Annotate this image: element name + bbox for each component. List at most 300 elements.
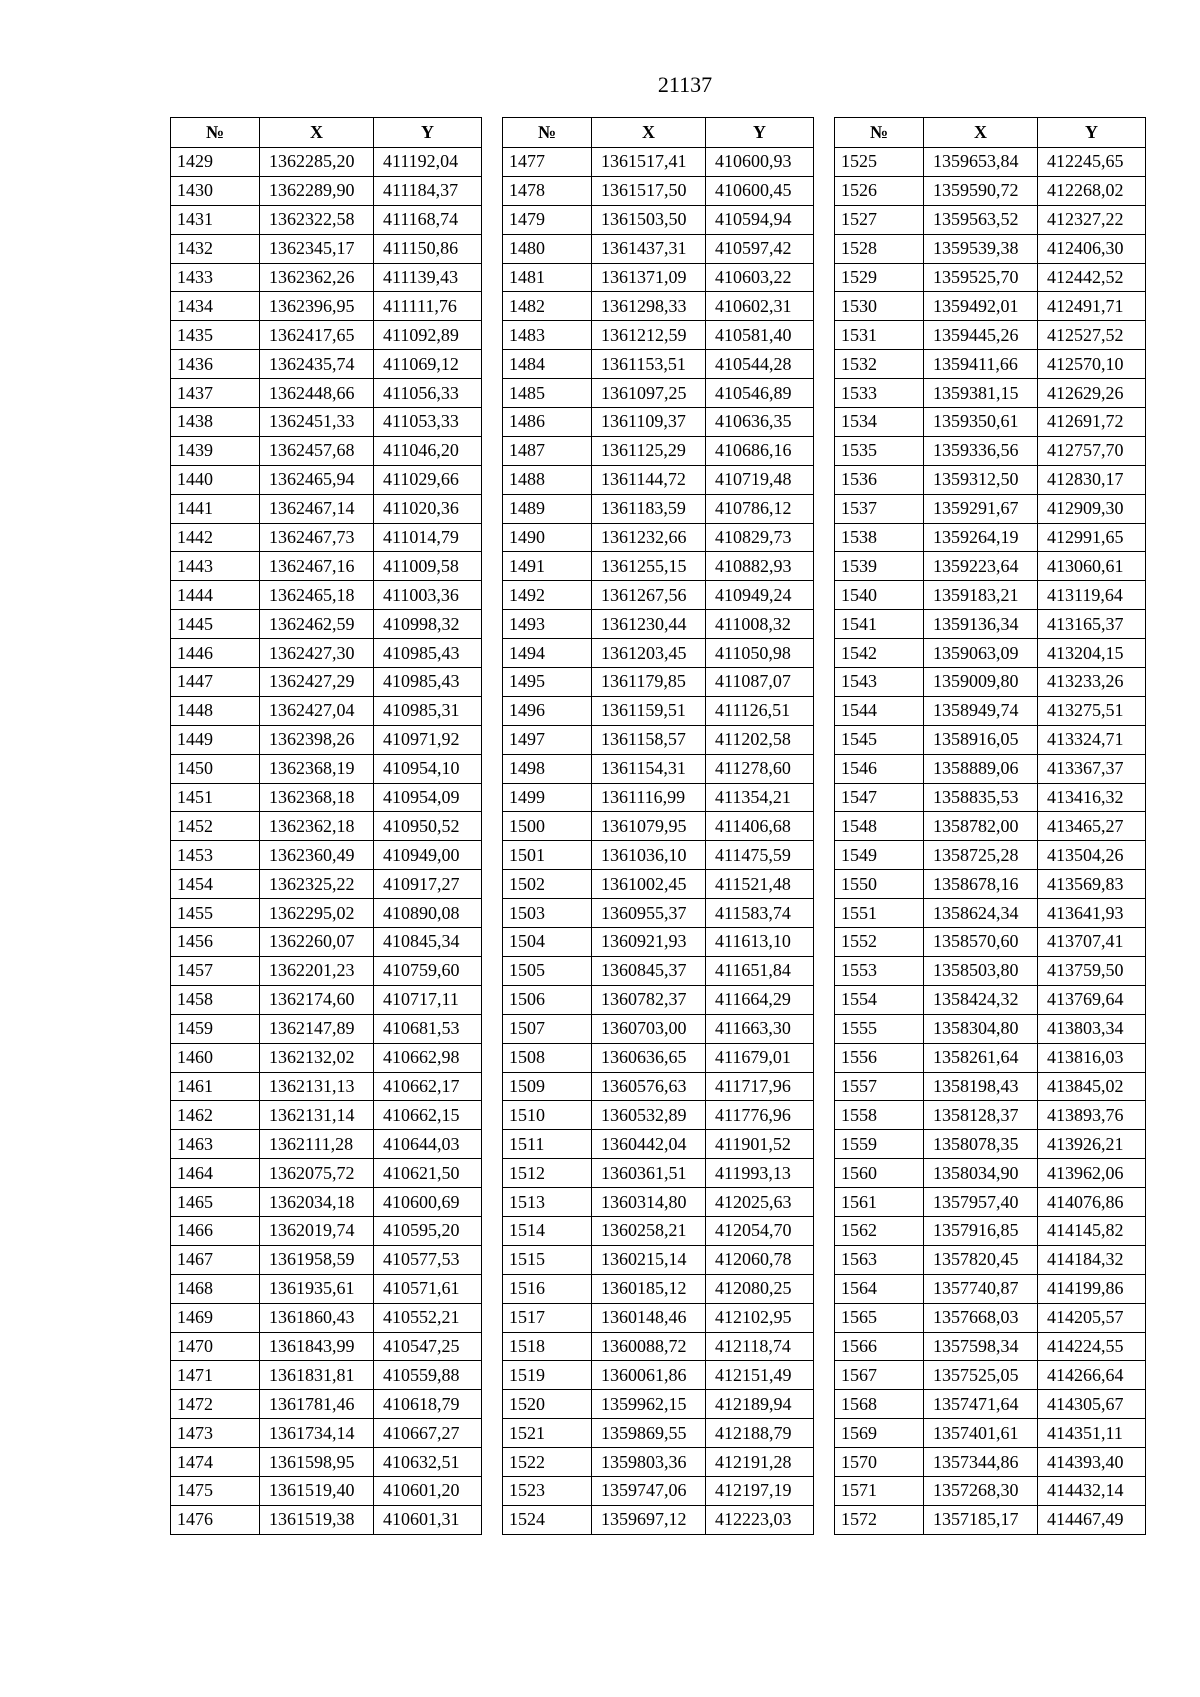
table-row: [835, 263, 1146, 292]
cell-number: 1501: [503, 841, 592, 870]
cell-x: 1362360,49: [260, 841, 374, 870]
table-row: [171, 1303, 482, 1332]
table-row: [835, 812, 1146, 841]
cell-number: 1459: [171, 1014, 260, 1043]
cell-x: 1359492,01: [924, 292, 1038, 321]
table-row: [835, 350, 1146, 379]
cell-y: 411168,74: [374, 205, 482, 234]
cell-x: 1361212,59: [592, 321, 706, 350]
cell-x: 1358128,37: [924, 1101, 1038, 1130]
cell-y: 414305,67: [1038, 1390, 1146, 1419]
cell-y: 410621,50: [374, 1159, 482, 1188]
cell-x: 1362362,18: [260, 812, 374, 841]
cell-number: 1539: [835, 552, 924, 581]
cell-x: 1361517,41: [592, 148, 706, 177]
cell-y: 413569,83: [1038, 870, 1146, 899]
cell-number: 1440: [171, 465, 260, 494]
cell-x: 1360636,65: [592, 1043, 706, 1072]
cell-x: 1361159,51: [592, 696, 706, 725]
cell-y: 410552,21: [374, 1303, 482, 1332]
cell-y: 412245,65: [1038, 148, 1146, 177]
cell-x: 1362462,59: [260, 610, 374, 639]
cell-y: 411056,33: [374, 379, 482, 408]
cell-y: 413465,27: [1038, 812, 1146, 841]
cell-y: 411020,36: [374, 494, 482, 523]
cell-number: 1476: [171, 1505, 260, 1534]
header-y: Y: [706, 118, 814, 148]
cell-number: 1536: [835, 465, 924, 494]
cell-number: 1549: [835, 841, 924, 870]
cell-x: 1362465,94: [260, 465, 374, 494]
table-row: [503, 1332, 814, 1361]
cell-x: 1361255,15: [592, 552, 706, 581]
cell-x: 1359563,52: [924, 205, 1038, 234]
table-row: [503, 465, 814, 494]
cell-number: 1449: [171, 725, 260, 754]
cell-y: 411901,52: [706, 1130, 814, 1159]
table-row: [503, 1476, 814, 1505]
cell-x: 1362368,18: [260, 783, 374, 812]
cell-x: 1360185,12: [592, 1274, 706, 1303]
cell-x: 1359350,61: [924, 408, 1038, 437]
table-row: [835, 1448, 1146, 1477]
cell-x: 1362427,29: [260, 668, 374, 697]
table-row: [835, 176, 1146, 205]
cell-y: 412060,78: [706, 1245, 814, 1274]
cell-x: 1359223,64: [924, 552, 1038, 581]
cell-x: 1360576,63: [592, 1072, 706, 1101]
cell-number: 1487: [503, 436, 592, 465]
cell-y: 414393,40: [1038, 1448, 1146, 1477]
cell-y: 410662,15: [374, 1101, 482, 1130]
table-row: [503, 754, 814, 783]
cell-number: 1474: [171, 1448, 260, 1477]
cell-y: 411126,51: [706, 696, 814, 725]
cell-y: 411111,76: [374, 292, 482, 321]
table-row: [171, 696, 482, 725]
cell-x: 1357668,03: [924, 1303, 1038, 1332]
cell-x: 1359653,84: [924, 148, 1038, 177]
cell-y: 413845,02: [1038, 1072, 1146, 1101]
cell-y: 412080,25: [706, 1274, 814, 1303]
cell-number: 1535: [835, 436, 924, 465]
table-row: [835, 928, 1146, 957]
cell-y: 410632,51: [374, 1448, 482, 1477]
table-row: [171, 1014, 482, 1043]
cell-y: 412054,70: [706, 1216, 814, 1245]
cell-number: 1532: [835, 350, 924, 379]
cell-number: 1475: [171, 1476, 260, 1505]
cell-x: 1358835,53: [924, 783, 1038, 812]
table-row: [835, 639, 1146, 668]
cell-y: 411521,48: [706, 870, 814, 899]
table-row: [835, 1361, 1146, 1390]
cell-x: 1359590,72: [924, 176, 1038, 205]
table-row: [503, 1188, 814, 1217]
cell-x: 1362467,14: [260, 494, 374, 523]
cell-x: 1360955,37: [592, 899, 706, 928]
cell-number: 1564: [835, 1274, 924, 1303]
table-row: [171, 899, 482, 928]
cell-y: 411613,10: [706, 928, 814, 957]
cell-number: 1433: [171, 263, 260, 292]
cell-x: 1360061,86: [592, 1361, 706, 1390]
cell-number: 1530: [835, 292, 924, 321]
cell-x: 1362435,74: [260, 350, 374, 379]
cell-number: 1469: [171, 1303, 260, 1332]
cell-x: 1361517,50: [592, 176, 706, 205]
cell-x: 1362019,74: [260, 1216, 374, 1245]
cell-x: 1357957,40: [924, 1188, 1038, 1217]
cell-x: 1358949,74: [924, 696, 1038, 725]
cell-number: 1451: [171, 783, 260, 812]
header-x: X: [592, 118, 706, 148]
cell-x: 1360845,37: [592, 956, 706, 985]
cell-x: 1362345,17: [260, 234, 374, 263]
cell-number: 1543: [835, 668, 924, 697]
cell-y: 413769,64: [1038, 985, 1146, 1014]
cell-x: 1362131,14: [260, 1101, 374, 1130]
cell-y: 411278,60: [706, 754, 814, 783]
table-row: [171, 379, 482, 408]
cell-number: 1430: [171, 176, 260, 205]
cell-x: 1359381,15: [924, 379, 1038, 408]
cell-x: 1361519,38: [260, 1505, 374, 1534]
table-row: [171, 1390, 482, 1419]
cell-y: 411406,68: [706, 812, 814, 841]
cell-number: 1548: [835, 812, 924, 841]
cell-x: 1362451,33: [260, 408, 374, 437]
cell-number: 1545: [835, 725, 924, 754]
cell-x: 1359803,36: [592, 1448, 706, 1477]
table-row: [503, 292, 814, 321]
cell-x: 1362147,89: [260, 1014, 374, 1043]
cell-number: 1519: [503, 1361, 592, 1390]
table-row: [835, 148, 1146, 177]
table-row: [171, 1419, 482, 1448]
cell-y: 410954,10: [374, 754, 482, 783]
table-row: [503, 985, 814, 1014]
table-row: [835, 1476, 1146, 1505]
cell-number: 1447: [171, 668, 260, 697]
cell-x: 1359264,19: [924, 523, 1038, 552]
cell-x: 1361598,95: [260, 1448, 374, 1477]
cell-x: 1362427,30: [260, 639, 374, 668]
table-row: [171, 234, 482, 263]
cell-y: 410600,69: [374, 1188, 482, 1217]
cell-y: 412442,52: [1038, 263, 1146, 292]
cell-number: 1502: [503, 870, 592, 899]
cell-number: 1547: [835, 783, 924, 812]
cell-x: 1358304,80: [924, 1014, 1038, 1043]
cell-x: 1357916,85: [924, 1216, 1038, 1245]
table-row: [835, 985, 1146, 1014]
cell-x: 1361154,31: [592, 754, 706, 783]
cell-x: 1361232,66: [592, 523, 706, 552]
cell-y: 410998,32: [374, 610, 482, 639]
cell-y: 412491,71: [1038, 292, 1146, 321]
cell-number: 1445: [171, 610, 260, 639]
cell-y: 411354,21: [706, 783, 814, 812]
cell-x: 1359009,80: [924, 668, 1038, 697]
cell-x: 1357820,45: [924, 1245, 1038, 1274]
cell-x: 1359411,66: [924, 350, 1038, 379]
table-row: [171, 928, 482, 957]
cell-x: 1362201,23: [260, 956, 374, 985]
cell-number: 1480: [503, 234, 592, 263]
cell-number: 1515: [503, 1245, 592, 1274]
table-row: [503, 234, 814, 263]
cell-number: 1556: [835, 1043, 924, 1072]
cell-number: 1470: [171, 1332, 260, 1361]
coordinate-table-1: [170, 117, 482, 1535]
table-row: [171, 812, 482, 841]
cell-x: 1361183,59: [592, 494, 706, 523]
cell-number: 1520: [503, 1390, 592, 1419]
table-row: [835, 1130, 1146, 1159]
cell-x: 1358570,60: [924, 928, 1038, 957]
cell-y: 410544,28: [706, 350, 814, 379]
table-row: [503, 321, 814, 350]
cell-y: 412268,02: [1038, 176, 1146, 205]
cell-y: 411092,89: [374, 321, 482, 350]
cell-x: 1359336,56: [924, 436, 1038, 465]
cell-number: 1506: [503, 985, 592, 1014]
table-row: [171, 523, 482, 552]
table-row: [503, 956, 814, 985]
cell-x: 1361860,43: [260, 1303, 374, 1332]
cell-number: 1529: [835, 263, 924, 292]
table-row: [835, 205, 1146, 234]
cell-y: 413119,64: [1038, 581, 1146, 610]
cell-x: 1362132,02: [260, 1043, 374, 1072]
cell-y: 410577,53: [374, 1245, 482, 1274]
table-row: [171, 1101, 482, 1130]
cell-number: 1467: [171, 1245, 260, 1274]
cell-number: 1528: [835, 234, 924, 263]
table-row: [171, 1043, 482, 1072]
cell-y: 410917,27: [374, 870, 482, 899]
table-row: [835, 696, 1146, 725]
table-row: [835, 321, 1146, 350]
cell-y: 411679,01: [706, 1043, 814, 1072]
cell-number: 1435: [171, 321, 260, 350]
cell-x: 1357740,87: [924, 1274, 1038, 1303]
cell-y: 410667,27: [374, 1419, 482, 1448]
table-row: [835, 754, 1146, 783]
cell-number: 1477: [503, 148, 592, 177]
cell-y: 410719,48: [706, 465, 814, 494]
cell-y: 410985,31: [374, 696, 482, 725]
header-number: №: [171, 118, 260, 148]
cell-y: 410759,60: [374, 956, 482, 985]
cell-y: 410601,31: [374, 1505, 482, 1534]
cell-number: 1429: [171, 148, 260, 177]
cell-x: 1359539,38: [924, 234, 1038, 263]
cell-y: 412527,52: [1038, 321, 1146, 350]
cell-x: 1361116,99: [592, 783, 706, 812]
cell-y: 414199,86: [1038, 1274, 1146, 1303]
cell-number: 1465: [171, 1188, 260, 1217]
cell-y: 410890,08: [374, 899, 482, 928]
cell-y: 410618,79: [374, 1390, 482, 1419]
cell-number: 1486: [503, 408, 592, 437]
cell-number: 1509: [503, 1072, 592, 1101]
cell-x: 1362075,72: [260, 1159, 374, 1188]
cell-x: 1361935,61: [260, 1274, 374, 1303]
cell-number: 1432: [171, 234, 260, 263]
table-row: [835, 1245, 1146, 1274]
cell-y: 412909,30: [1038, 494, 1146, 523]
cell-x: 1360703,00: [592, 1014, 706, 1043]
cell-number: 1436: [171, 350, 260, 379]
table-row: [171, 1274, 482, 1303]
cell-number: 1452: [171, 812, 260, 841]
cell-number: 1483: [503, 321, 592, 350]
header-y: Y: [1038, 118, 1146, 148]
table-row: [503, 1505, 814, 1534]
cell-number: 1488: [503, 465, 592, 494]
cell-x: 1362034,18: [260, 1188, 374, 1217]
cell-y: 414076,86: [1038, 1188, 1146, 1217]
cell-y: 412327,22: [1038, 205, 1146, 234]
cell-number: 1561: [835, 1188, 924, 1217]
cell-y: 410971,92: [374, 725, 482, 754]
table-row: [503, 436, 814, 465]
table-row: [503, 1072, 814, 1101]
table-row: [503, 696, 814, 725]
cell-x: 1361036,10: [592, 841, 706, 870]
cell-x: 1362174,60: [260, 985, 374, 1014]
cell-number: 1441: [171, 494, 260, 523]
table-row: [503, 870, 814, 899]
table-row: [503, 899, 814, 928]
cell-x: 1361203,45: [592, 639, 706, 668]
table-row: [171, 263, 482, 292]
cell-y: 412570,10: [1038, 350, 1146, 379]
cell-number: 1462: [171, 1101, 260, 1130]
cell-number: 1478: [503, 176, 592, 205]
cell-number: 1546: [835, 754, 924, 783]
cell-number: 1491: [503, 552, 592, 581]
cell-y: 414205,57: [1038, 1303, 1146, 1332]
cell-y: 411087,07: [706, 668, 814, 697]
table-row: [835, 1043, 1146, 1072]
table-row: [835, 783, 1146, 812]
cell-y: 410954,09: [374, 783, 482, 812]
table-row: [171, 1130, 482, 1159]
cell-y: 411008,32: [706, 610, 814, 639]
table-row: [503, 928, 814, 957]
table-row: [503, 148, 814, 177]
table-row: [171, 350, 482, 379]
table-row: [503, 263, 814, 292]
table-row: [171, 552, 482, 581]
cell-x: 1361230,44: [592, 610, 706, 639]
table-row: [503, 812, 814, 841]
cell-y: 410595,20: [374, 1216, 482, 1245]
cell-x: 1358916,05: [924, 725, 1038, 754]
cell-number: 1461: [171, 1072, 260, 1101]
table-row: [835, 870, 1146, 899]
cell-y: 414351,11: [1038, 1419, 1146, 1448]
table-row: [503, 1303, 814, 1332]
cell-number: 1551: [835, 899, 924, 928]
cell-number: 1464: [171, 1159, 260, 1188]
cell-x: 1362325,22: [260, 870, 374, 899]
cell-x: 1360148,46: [592, 1303, 706, 1332]
cell-number: 1456: [171, 928, 260, 957]
cell-y: 411717,96: [706, 1072, 814, 1101]
cell-x: 1362260,07: [260, 928, 374, 957]
cell-y: 410636,35: [706, 408, 814, 437]
cell-y: 410950,52: [374, 812, 482, 841]
table-row: [171, 436, 482, 465]
cell-x: 1362398,26: [260, 725, 374, 754]
cell-number: 1521: [503, 1419, 592, 1448]
table-row: [503, 1390, 814, 1419]
table-row: [171, 1361, 482, 1390]
cell-number: 1571: [835, 1476, 924, 1505]
cell-y: 413962,06: [1038, 1159, 1146, 1188]
cell-number: 1484: [503, 350, 592, 379]
cell-number: 1541: [835, 610, 924, 639]
cell-x: 1359063,09: [924, 639, 1038, 668]
table-row: [171, 176, 482, 205]
cell-number: 1496: [503, 696, 592, 725]
cell-number: 1514: [503, 1216, 592, 1245]
cell-number: 1437: [171, 379, 260, 408]
cell-number: 1555: [835, 1014, 924, 1043]
cell-x: 1362131,13: [260, 1072, 374, 1101]
cell-number: 1503: [503, 899, 592, 928]
cell-x: 1361144,72: [592, 465, 706, 494]
cell-number: 1434: [171, 292, 260, 321]
table-row: [171, 668, 482, 697]
cell-x: 1358503,80: [924, 956, 1038, 985]
cell-x: 1361298,33: [592, 292, 706, 321]
cell-number: 1526: [835, 176, 924, 205]
cell-number: 1516: [503, 1274, 592, 1303]
cell-x: 1361734,14: [260, 1419, 374, 1448]
cell-number: 1431: [171, 205, 260, 234]
cell-y: 410559,88: [374, 1361, 482, 1390]
cell-x: 1357344,86: [924, 1448, 1038, 1477]
cell-y: 413893,76: [1038, 1101, 1146, 1130]
cell-y: 412191,28: [706, 1448, 814, 1477]
cell-y: 413416,32: [1038, 783, 1146, 812]
cell-number: 1458: [171, 985, 260, 1014]
cell-y: 413165,37: [1038, 610, 1146, 639]
cell-x: 1360215,14: [592, 1245, 706, 1274]
table-row: [503, 523, 814, 552]
cell-y: 412223,03: [706, 1505, 814, 1534]
table-row: [503, 1274, 814, 1303]
table-row: [835, 1216, 1146, 1245]
cell-y: 410662,17: [374, 1072, 482, 1101]
cell-y: 412757,70: [1038, 436, 1146, 465]
cell-x: 1358078,35: [924, 1130, 1038, 1159]
cell-y: 411069,12: [374, 350, 482, 379]
table-row: [835, 408, 1146, 437]
cell-x: 1360442,04: [592, 1130, 706, 1159]
cell-y: 411583,74: [706, 899, 814, 928]
cell-number: 1554: [835, 985, 924, 1014]
cell-y: 414145,82: [1038, 1216, 1146, 1245]
cell-y: 411053,33: [374, 408, 482, 437]
cell-y: 411663,30: [706, 1014, 814, 1043]
cell-x: 1362396,95: [260, 292, 374, 321]
